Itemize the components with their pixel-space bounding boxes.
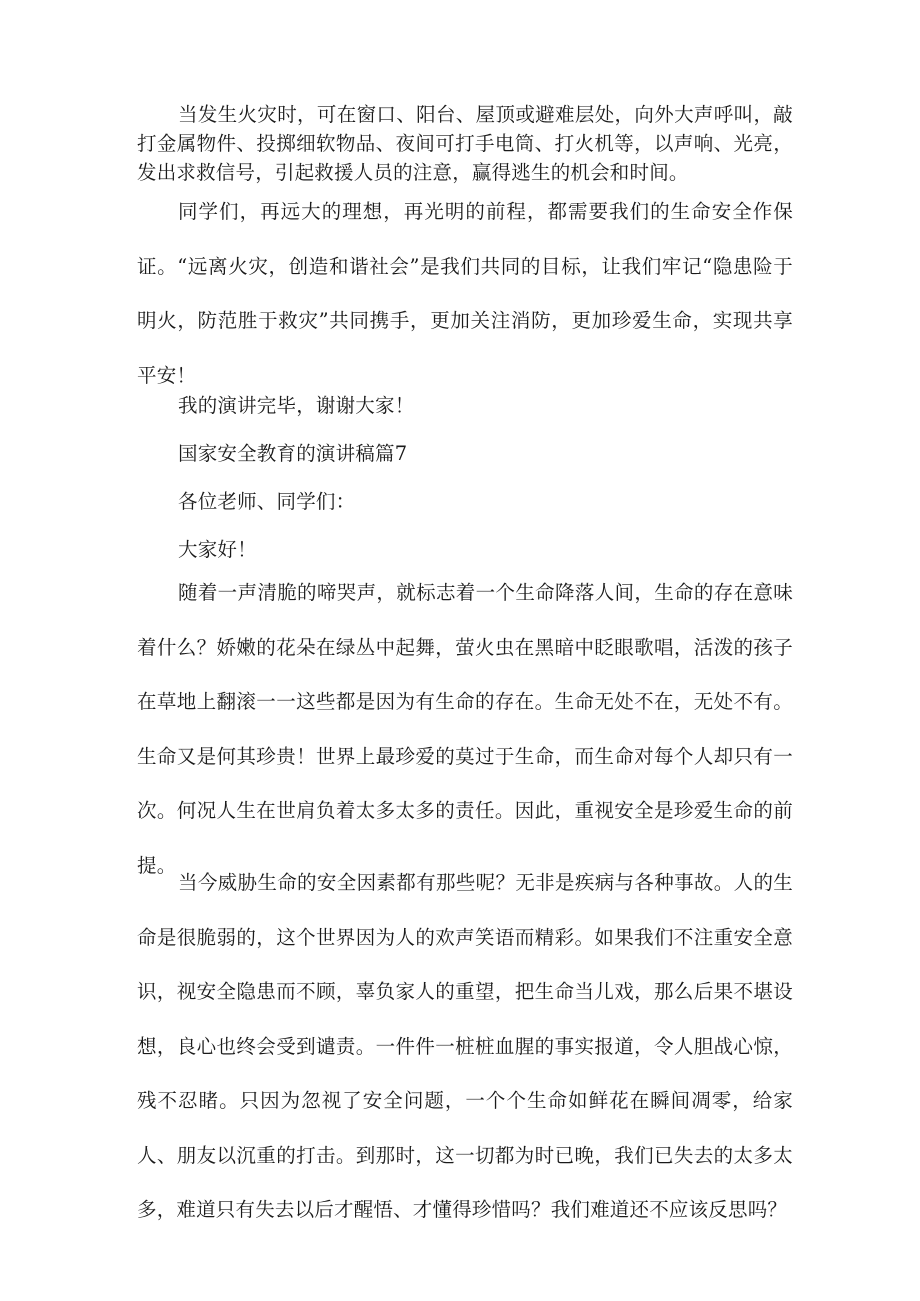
paragraph-safety-goal: 同学们，再远大的理想，再光明的前程，都需要我们的生命安全作保证。“远离火灾，创造和谐社会”是我们共同的目标，让我们牢记“隐患险于明火，防范胜于救灾”共同携手，更加关注消防，更加珍爱生命，实现共享平安！ [137, 200, 793, 387]
section-heading: 国家安全教育的演讲稿篇7 [178, 442, 408, 465]
greeting: 大家好！ [178, 538, 257, 561]
paragraph-safety-threats: 当今威胁生命的安全因素都有那些呢？无非是疾病与各种事故。人的生命是很脆弱的，这个世界因为人的欢声笑语而精彩。如果我们不注重安全意识，视安全隐患而不顾，辜负家人的重望，把生命当儿戏，那么后果不堪设想，良心也终会受到谴责。一件件一桩桩血腥的事实报道，令人胆战心惊，残不忍睹。只因为忽视了安全问题，一个个生命如鲜花在瞬间凋零，给家人、朋友以沉重的打击。到那时，这一切都为时已晚，我们已失去的太多太多，难道只有失去以后才醒悟、才懂得珍惜吗？我们难道还不应该反思吗？ [137, 871, 793, 1221]
salutation: 各位老师、同学们： [178, 490, 356, 513]
paragraph-life-value: 随着一声清脆的啼哭声，就标志着一个生命降落人间，生命的存在意味着什么？娇嫩的花朵在绿丛中起舞，萤火虫在黑暗中眨眼歌唱，活泼的孩子在草地上翻滚一一这些都是因为有生命的存在。生命无处不在，无处不有。生命又是何其珍贵！世界上最珍爱的莫过于生命，而生命对每个人却只有一次。何况人生在世肩负着太多太多的责任。因此，重视安全是珍爱生命的前提。 [137, 581, 793, 877]
paragraph-closing: 我的演讲完毕，谢谢大家！ [178, 394, 415, 417]
paragraph-fire-signal: 当发生火灾时，可在窗口、阳台、屋顶或避难层处，向外大声呼叫，敲打金属物件、投掷细软物品、夜间可打手电筒、打火机等，以声响、光亮，发出求救信号，引起救援人员的注意，赢得逃生的机会和时间。 [137, 103, 793, 184]
